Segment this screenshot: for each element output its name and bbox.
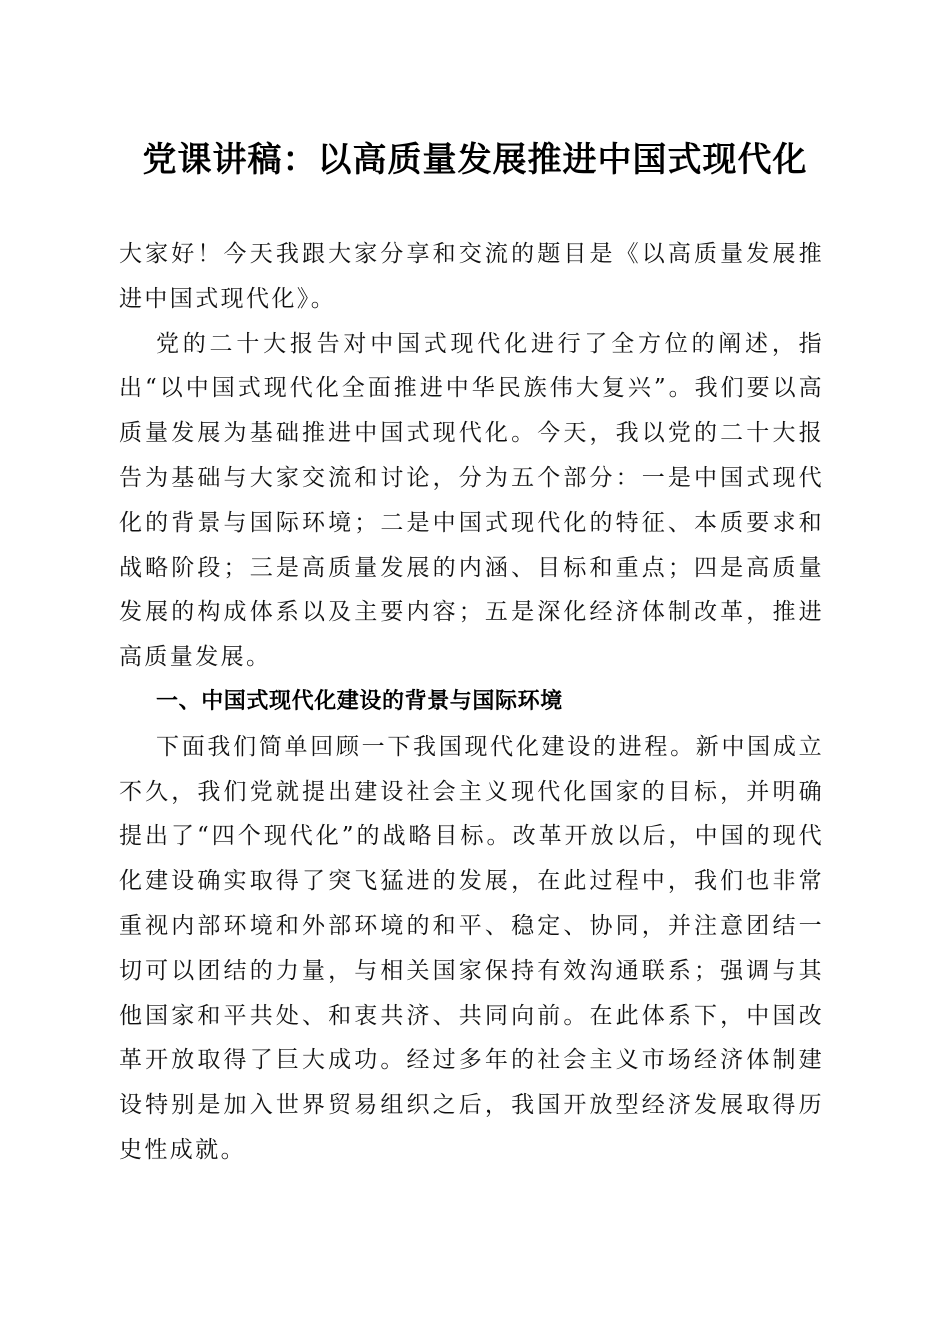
- intro-paragraph: 党的二十大报告对中国式现代化进行了全方位的阐述，指出“以中国式现代化全面推进中华民族伟大复兴”。我们要以高质量发展为基础推进中国式现代化。今天，我以党的二十大报告为基础与大家交流和讨论，分为五个部分：一是中国式现代化的背景与国际环境；二是中国式现代化的特征、本质要求和战略阶段；三是高质量发展的内涵、目标和重点；四是高质量发展的构成体系以及主要内容；五是深化经济体制改革，推进高质量发展。: [119, 330, 824, 671]
- document-title: 党课讲稿：以高质量发展推进中国式现代化: [142, 140, 808, 180]
- section-paragraph: 下面我们简单回顾一下我国现代化建设的进程。新中国成立不久，我们党就提出建设社会主义现代化国家的目标，并明确提出了“四个现代化”的战略目标。改革开放以后，中国的现代化建设确实取得了突飞猛进的发展，在此过程中，我们也非常重视内部环境和外部环境的和平、稳定、协同，并注意团结一切可以团结的力量，与相关国家保持有效沟通联系；强调与其他国家和平共处、和衷共济、共同向前。在此体系下，中国改革开放取得了巨大成功。经过多年的社会主义市场经济体制建设特别是加入世界贸易组织之后，我国开放型经济发展取得历史性成就。: [119, 733, 824, 1163]
- section-heading: 一、中国式现代化建设的背景与国际环境: [156, 688, 563, 714]
- opening-paragraph: 大家好！今天我跟大家分享和交流的题目是《以高质量发展推进中国式现代化》。: [119, 241, 824, 312]
- document-body: [119, 232, 824, 1173]
